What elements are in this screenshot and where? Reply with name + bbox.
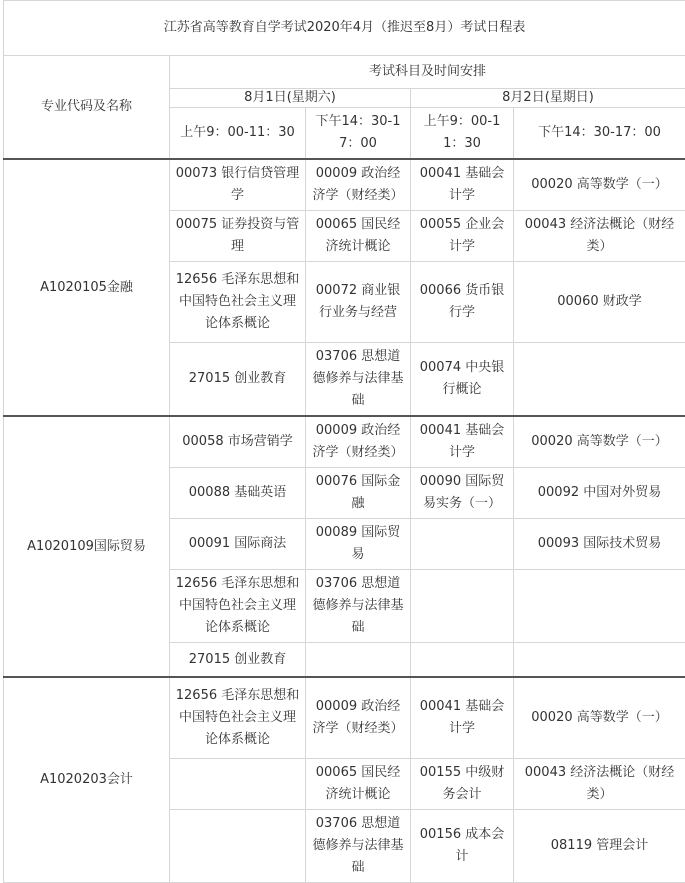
table-row [4, 677, 685, 759]
course-cell [514, 570, 685, 643]
course-cell: 03706 思想道德修养与法律基础 [306, 810, 411, 883]
course-cell: 00043 经济法概论（财经类） [514, 759, 685, 810]
major-column-header: 专业代码及名称 [4, 56, 170, 160]
course-cell: 00020 高等数学（一） [514, 677, 685, 759]
course-cell: 08119 管理会计 [514, 810, 685, 883]
major-name-cell: A1020105金融 [4, 159, 170, 416]
course-cell [514, 343, 685, 417]
table-title: 江苏省高等教育自学考试2020年4月（推迟至8月）考试日程表 [4, 1, 685, 56]
course-cell: 00009 政治经济学（财经类） [306, 159, 411, 211]
course-cell: 00020 高等数学（一） [514, 416, 685, 468]
course-cell: 00072 商业银行业务与经营 [306, 262, 411, 343]
course-cell: 00058 市场营销学 [170, 416, 306, 468]
course-cell: 12656 毛泽东思想和中国特色社会主义理论体系概论 [170, 570, 306, 643]
course-cell: 03706 思想道德修养与法律基础 [306, 570, 411, 643]
title-row [4, 1, 685, 56]
course-cell [170, 759, 306, 810]
course-cell: 12656 毛泽东思想和中国特色社会主义理论体系概论 [170, 677, 306, 759]
course-cell: 00091 国际商法 [170, 519, 306, 570]
course-cell: 00041 基础会计学 [411, 159, 514, 211]
course-cell: 00065 国民经济统计概论 [306, 211, 411, 262]
course-cell: 00065 国民经济统计概论 [306, 759, 411, 810]
course-cell: 00090 国际贸易实务（一） [411, 468, 514, 519]
course-cell: 00009 政治经济学（财经类） [306, 416, 411, 468]
course-cell: 00075 证券投资与管理 [170, 211, 306, 262]
course-cell: 00043 经济法概论（财经类） [514, 211, 685, 262]
course-cell [170, 810, 306, 883]
day2-pm-header: 下午14：30-17：00 [514, 108, 685, 160]
day1-header: 8月1日(星期六) [170, 89, 411, 108]
day1-am-header: 上午9：00-11：30 [170, 108, 306, 160]
course-cell: 00041 基础会计学 [411, 416, 514, 468]
course-cell: 00074 中央银行概论 [411, 343, 514, 417]
course-cell: 00066 货币银行学 [411, 262, 514, 343]
course-cell: 00041 基础会计学 [411, 677, 514, 759]
course-cell [514, 643, 685, 678]
day1-pm-header: 下午14：30-17：00 [306, 108, 411, 160]
course-cell: 27015 创业教育 [170, 643, 306, 678]
course-cell: 00088 基础英语 [170, 468, 306, 519]
course-cell: 00009 政治经济学（财经类） [306, 677, 411, 759]
major-name-cell: A1020109国际贸易 [4, 416, 170, 677]
course-cell: 00076 国际金融 [306, 468, 411, 519]
day2-am-header: 上午9：00-11：30 [411, 108, 514, 160]
table-row [4, 416, 685, 468]
major-name-cell: A1020203会计 [4, 677, 170, 883]
schedule-body [4, 1, 685, 883]
course-cell [306, 643, 411, 678]
subjects-header: 考试科目及时间安排 [170, 56, 685, 89]
exam-schedule-table [3, 0, 685, 883]
course-cell: 27015 创业教育 [170, 343, 306, 417]
course-cell [411, 519, 514, 570]
course-cell [411, 643, 514, 678]
course-cell: 00020 高等数学（一） [514, 159, 685, 211]
header-row-1 [4, 56, 685, 89]
course-cell: 00073 银行信贷管理学 [170, 159, 306, 211]
table-row [4, 159, 685, 211]
course-cell: 00055 企业会计学 [411, 211, 514, 262]
course-cell: 00060 财政学 [514, 262, 685, 343]
course-cell: 00155 中级财务会计 [411, 759, 514, 810]
course-cell: 00093 国际技术贸易 [514, 519, 685, 570]
course-cell: 00092 中国对外贸易 [514, 468, 685, 519]
course-cell: 00156 成本会计 [411, 810, 514, 883]
day2-header: 8月2日(星期日) [411, 89, 685, 108]
course-cell: 00089 国际贸易 [306, 519, 411, 570]
course-cell: 12656 毛泽东思想和中国特色社会主义理论体系概论 [170, 262, 306, 343]
course-cell [411, 570, 514, 643]
course-cell: 03706 思想道德修养与法律基础 [306, 343, 411, 417]
